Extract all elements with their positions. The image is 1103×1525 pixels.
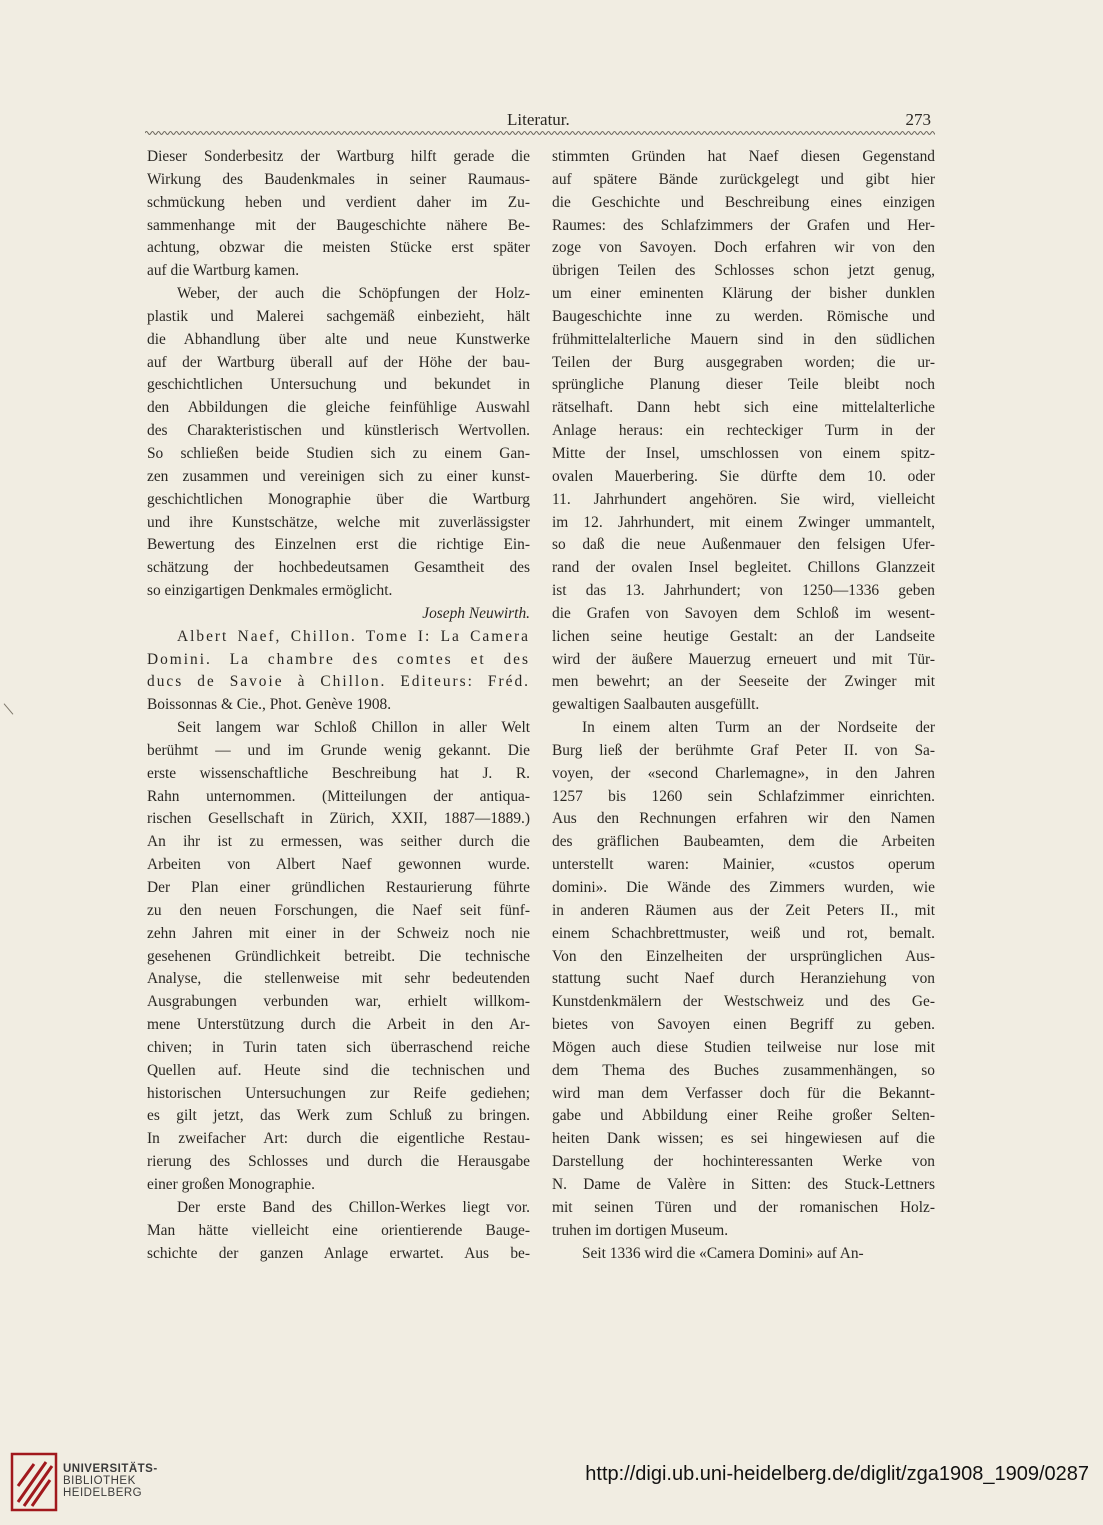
right-column-line: voyen, der «second Charlemagne», in den Jahren bbox=[552, 764, 935, 782]
left-column-line: einer großen Monographie. bbox=[147, 1175, 315, 1193]
left-column-line: ducs de Savoie à Chillon. Editeurs: Fréd. bbox=[147, 673, 530, 691]
right-column-line: truhen im dortigen Museum. bbox=[552, 1221, 729, 1239]
left-column-line: zu den neuen Forschungen, die Naef seit fünf- bbox=[147, 901, 530, 919]
library-line-1: UNIVERSITÄTS- bbox=[63, 1463, 158, 1475]
left-column-line: Man hätte vielleicht eine orientierende Bauge- bbox=[147, 1221, 530, 1239]
left-column-line: sammenhange mit der Baugeschichte nähere Be- bbox=[147, 216, 530, 234]
left-column-line: gesehenen Gründlichkeit betreibt. Die technische bbox=[147, 947, 530, 965]
left-column-line: Analyse, die stellenweise mit sehr bedeutenden bbox=[147, 970, 530, 988]
right-column-line: domini». Die Wände des Zimmers wurden, wie bbox=[552, 879, 935, 896]
right-column-line: in anderen Räumen aus der Zeit Peters II., mit bbox=[552, 901, 935, 919]
right-column-line: gabe und Abbildung einer Reihe großer Selten- bbox=[552, 1107, 935, 1125]
left-column-line: Seit langem war Schloß Chillon in aller Welt bbox=[177, 719, 530, 737]
right-column-line: übrigen Teilen des Schlosses schon jetzt genug, bbox=[552, 262, 935, 280]
left-column-line: rischen Gesellschaft in Zürich, XXII, 1887—1889.) bbox=[147, 810, 530, 828]
left-column-line: In zweifacher Art: durch die eigentliche Restau- bbox=[147, 1130, 530, 1148]
left-column-line: Der Plan einer gründlichen Restaurierung führte bbox=[147, 879, 530, 896]
right-column-line: Seit 1336 wird die «Camera Domini» auf An- bbox=[582, 1244, 864, 1262]
right-column-line: im 12. Jahrhundert, mit einem Zwinger ummantelt, bbox=[552, 513, 935, 531]
left-column-line: Albert Naef, Chillon. Tome I: La Camera bbox=[177, 627, 530, 645]
left-column-line: Dieser Sonderbesitz der Wartburg hilft gerade die bbox=[147, 148, 530, 165]
right-column-line: Teilen der Burg ausgegraben worden; die ur- bbox=[552, 353, 935, 371]
right-column-line: Anlage heraus: ein rechteckiger Turm in der bbox=[552, 422, 935, 440]
left-column-line: Bewertung des Einzelnen erst die richtige Ein- bbox=[147, 536, 530, 554]
library-name bbox=[63, 1463, 158, 1499]
right-column-line: wird man dem Verfasser doch für die Bekannt- bbox=[552, 1084, 935, 1102]
left-column-line: des Charakteristischen und künstlerisch Wertvollen. bbox=[147, 422, 530, 440]
right-column-line: 1257 bis 1260 sein Schlafzimmer einrichten. bbox=[552, 787, 935, 805]
left-column-line: und ihre Kunstschätze, welche mit zuverlässigster bbox=[147, 513, 530, 531]
margin-mark bbox=[4, 703, 14, 714]
left-column-line: chiven; in Turin taten sich überraschend reiche bbox=[147, 1038, 530, 1056]
right-column-line: unterstellt waren: Mainier, «custos operum bbox=[552, 856, 935, 874]
left-column-line: die Abhandlung über alte und neue Kunstwerke bbox=[147, 330, 530, 348]
right-column-line: einem Schachbrettmuster, weiß und rot, bemalt. bbox=[552, 924, 935, 942]
left-column-line: es gilt jetzt, das Werk zum Schluß zu bringen. bbox=[147, 1107, 530, 1125]
header-title: Literatur. bbox=[507, 110, 570, 129]
left-column-line: plastik und Malerei sachgemäß einbezieht, hält bbox=[147, 307, 530, 325]
right-column-line: N. Dame de Valère in Sitten: des Stuck-Lettners bbox=[552, 1175, 935, 1193]
right-column-line: um einer eminenten Klärung der bisher dunklen bbox=[552, 285, 935, 303]
library-logo-icon bbox=[10, 1452, 58, 1512]
left-column-line: mene Unterstützung durch die Arbeit in den Ar- bbox=[147, 1016, 530, 1034]
left-column-line: geschichtlichen Untersuchung und bekundet in bbox=[147, 376, 530, 394]
right-column-line: ist das 13. Jahrhundert; von 1250—1336 geben bbox=[552, 582, 935, 600]
right-column-line: ovalen Mauerbering. Sie dürfte dem 10. oder bbox=[552, 467, 935, 485]
left-column-line: rierung des Schlosses und durch die Herausgabe bbox=[147, 1153, 530, 1171]
left-column-line: Wirkung des Baudenkmales in seiner Raumaus- bbox=[147, 170, 530, 188]
left-column-line: Domini. La chambre des comtes et des bbox=[147, 650, 530, 668]
left-column-line: auf der Wartburg überall auf der Höhe der bau- bbox=[147, 353, 530, 371]
left-column-line: schichte der ganzen Anlage erwartet. Aus be- bbox=[147, 1244, 530, 1262]
header-wavy-rule bbox=[145, 128, 935, 138]
left-column-line: zehn Jahren mit einer in der Schweiz noch nie bbox=[147, 924, 530, 942]
left-column-line: Quellen auf. Heute sind die technischen und bbox=[147, 1061, 530, 1079]
library-line-2: BIBLIOTHEK bbox=[63, 1475, 136, 1487]
page-number: 273 bbox=[905, 110, 931, 129]
left-column-line: erste wissenschaftliche Beschreibung hat J. R. bbox=[147, 764, 530, 782]
left-column-line: Joseph Neuwirth. bbox=[422, 604, 530, 622]
left-column-line: den Abbildungen die gleiche feinfühlige Auswahl bbox=[147, 399, 530, 417]
right-column-line: stattung sucht Naef durch Heranziehung von bbox=[552, 970, 935, 988]
left-column-line: schmückung heben und verdient daher im Zu- bbox=[147, 193, 530, 211]
right-column-line: frühmittelalterliche Mauern sind in den südlichen bbox=[552, 330, 935, 348]
right-column-line: Mitte der Insel, umschlossen von einem spitz- bbox=[552, 444, 935, 462]
right-column-line: des gräflichen Baubeamten, dem die Arbeiten bbox=[552, 833, 935, 851]
right-column-line: Aus den Rechnungen erfahren wir den Namen bbox=[552, 810, 935, 828]
right-column-line: so daß die neue Außenmauer den felsigen Ufer- bbox=[552, 536, 935, 554]
left-column-line: auf die Wartburg kamen. bbox=[147, 262, 300, 280]
right-column-line: bietes von Savoyen einen Begriff zu geben. bbox=[552, 1016, 935, 1034]
right-column-line: Burg ließ der berühmte Graf Peter II. von Sa- bbox=[552, 741, 935, 759]
left-column-line: geschichtlichen Monographie über die Wartburg bbox=[147, 490, 530, 508]
left-column-line: Weber, der auch die Schöpfungen der Holz- bbox=[177, 285, 530, 303]
right-column-line: 11. Jahrhundert angehören. Sie wird, vielleicht bbox=[552, 490, 935, 508]
library-line-3: HEIDELBERG bbox=[63, 1487, 143, 1499]
left-column-line: achtung, obzwar die meisten Stücke erst später bbox=[147, 239, 530, 257]
right-column-line: rand der ovalen Insel begleitet. Chillons Glanzzeit bbox=[552, 559, 935, 577]
right-column-line: rätselhaft. Dann hebt sich eine mittelalterliche bbox=[552, 399, 935, 417]
left-column-line: Ausgrabungen verbunden war, erhielt willkom- bbox=[147, 993, 530, 1011]
left-column-line: Boissonnas & Cie., Phot. Genève 1908. bbox=[147, 696, 392, 714]
right-column-line: mit seinen Türen und der romanischen Holz- bbox=[552, 1198, 935, 1216]
right-column-line: wird der äußere Mauerzug erneuert und mit Tür- bbox=[552, 650, 935, 668]
right-column-line: Mögen auch diese Studien teilweise nur lose mit bbox=[552, 1038, 935, 1056]
right-column-line: In einem alten Turm an der Nordseite der bbox=[582, 719, 935, 737]
left-column-line: zen zusammen und vereinigen sich zu einer kunst- bbox=[147, 467, 530, 485]
right-column-line: Von den Einzelheiten der ursprünglichen Aus- bbox=[552, 947, 935, 965]
left-column-line: Rahn unternommen. (Mitteilungen der antiqua- bbox=[147, 787, 530, 805]
right-column-line: zoge von Savoyen. Doch erfahren wir von den bbox=[552, 239, 935, 257]
left-column-line: historischen Untersuchungen zur Reife gediehen; bbox=[147, 1084, 530, 1102]
right-column-line: Raumes: des Schlafzimmers der Grafen und Her- bbox=[552, 216, 935, 234]
source-url[interactable]: http://digi.ub.uni-heidelberg.de/diglit/zga1908_1909/0287 bbox=[585, 1463, 1089, 1485]
left-column-line: So schließen beide Studien sich zu einem Gan- bbox=[147, 444, 530, 462]
left-column-line: An ihr ist zu ermessen, was seither durch die bbox=[147, 833, 530, 851]
right-column bbox=[552, 146, 935, 1265]
left-column-line: schätzung der hochbedeutsamen Gesamtheit des bbox=[147, 559, 530, 577]
right-column-line: dem Thema des Buches zusammenhängen, so bbox=[552, 1061, 935, 1079]
left-column-line: Arbeiten von Albert Naef gewonnen wurde. bbox=[147, 856, 530, 874]
left-column-line: Der erste Band des Chillon-Werkes liegt vor. bbox=[177, 1198, 530, 1216]
right-column-line: men bewehrt; an der Seeseite der Zwinger mit bbox=[552, 673, 935, 691]
right-column-line: auf spätere Bände zurückgelegt und gibt hier bbox=[552, 170, 935, 188]
left-column-line: berühmt — und im Grunde wenig gekannt. Die bbox=[147, 741, 530, 759]
left-column bbox=[147, 146, 530, 1265]
right-column-line: Darstellung der hochinteressanten Werke von bbox=[552, 1153, 935, 1171]
left-column-line: so einzigartigen Denkmales ermöglicht. bbox=[147, 582, 393, 600]
right-column-line: die Grafen von Savoyen dem Schloß im wesent- bbox=[552, 604, 935, 622]
right-column-line: gewaltigen Saalbauten ausgefüllt. bbox=[552, 696, 760, 714]
right-column-line: Baugeschichte inne zu werden. Römische und bbox=[552, 307, 935, 325]
right-column-line: lichen seine heutige Gestalt: an der Landseite bbox=[552, 627, 935, 645]
right-column-line: heiten Dank wissen; es sei hingewiesen auf die bbox=[552, 1130, 935, 1148]
right-column-line: stimmten Gründen hat Naef diesen Gegenstand bbox=[552, 148, 935, 165]
right-column-line: die Geschichte und Beschreibung eines einzigen bbox=[552, 193, 935, 211]
right-column-line: sprüngliche Planung dieser Teile bleibt noch bbox=[552, 376, 935, 394]
right-column-line: Kunstdenkmälern der Westschweiz und des Ge- bbox=[552, 993, 935, 1011]
